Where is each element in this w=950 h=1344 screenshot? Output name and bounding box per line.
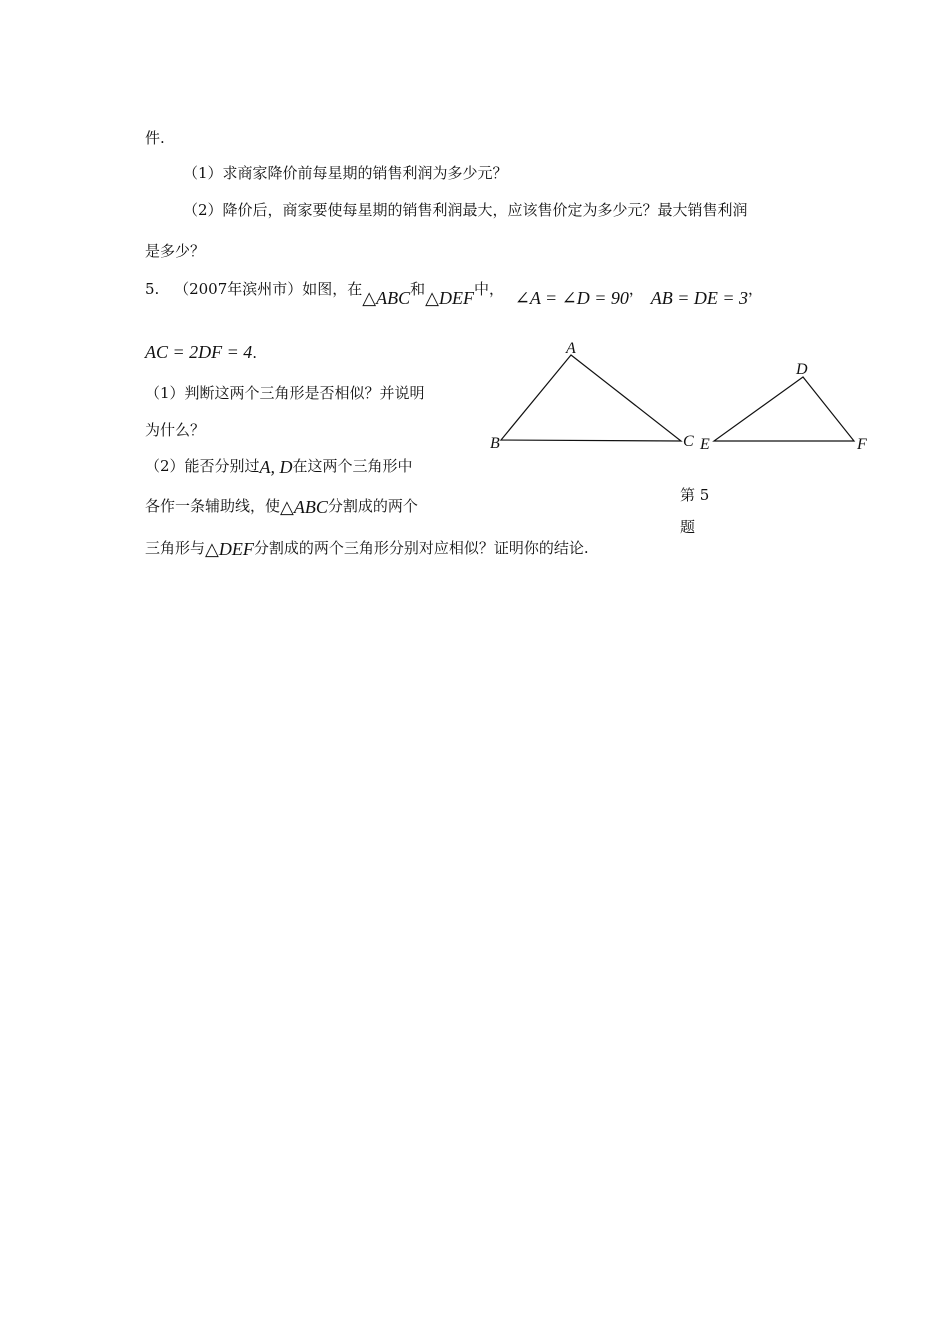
length-condition: AB = DE = 3 (650, 288, 748, 308)
label-f: F (857, 436, 867, 453)
problem5-q1-line2: 为什么？ (145, 421, 206, 439)
triangle-def-shape (714, 377, 854, 441)
comma-1: ， (628, 280, 644, 298)
q2-points: A, D (259, 457, 293, 477)
angle-condition: ∠A = ∠D = 90 (514, 288, 629, 308)
problem4-question2-line1: （2）降价后，商家要使每星期的销售利润最大，应该售价定为多少元？最大销售利润 (183, 201, 748, 219)
q2-triangle-abc: △ABC (280, 497, 328, 517)
triangle-abc: △ABC (362, 288, 411, 308)
label-a: A (566, 340, 576, 357)
problem4-question2-line2: 是多少？ (145, 242, 206, 260)
problem4-question1: （1）求商家降价前每星期的销售利润为多少元？ (183, 164, 508, 182)
ac-df-condition: AC = 2DF = 4 (145, 342, 253, 362)
triangle-abc-shape (501, 355, 681, 441)
q2-prefix: （2）能否分别过 (145, 457, 260, 475)
middle-text: 中， (473, 280, 504, 298)
figure-caption-line1: 第 5 (680, 486, 710, 504)
problem5-number: 5. (145, 280, 160, 298)
q2-mid: 在这两个三角形中 (292, 457, 413, 475)
figure-caption-line2: 题 (680, 518, 696, 536)
problem5-q1-line1: （1）判断这两个三角形是否相似？并说明 (145, 384, 425, 402)
problem5-source: （2007年滨州市）如图，在 (174, 280, 363, 298)
triangle-def: △DEF (425, 288, 474, 308)
label-b: B (490, 435, 500, 452)
comma-2: ， (748, 280, 764, 298)
q2-line3a: 三角形与 (145, 539, 206, 557)
and-text: 和 (410, 280, 426, 298)
problem4-continuation: 件. (145, 129, 165, 147)
q2-triangle-def: △DEF (205, 539, 254, 559)
q2-line2b: 分割成的两个 (327, 497, 418, 515)
label-d: D (796, 361, 808, 378)
period: . (252, 344, 258, 362)
q2-line2a: 各作一条辅助线，使 (145, 497, 281, 515)
label-c: C (683, 433, 694, 450)
label-e: E (700, 436, 710, 453)
q2-line3b: 分割成的两个三角形分别对应相似？证明你的结论. (253, 539, 589, 557)
